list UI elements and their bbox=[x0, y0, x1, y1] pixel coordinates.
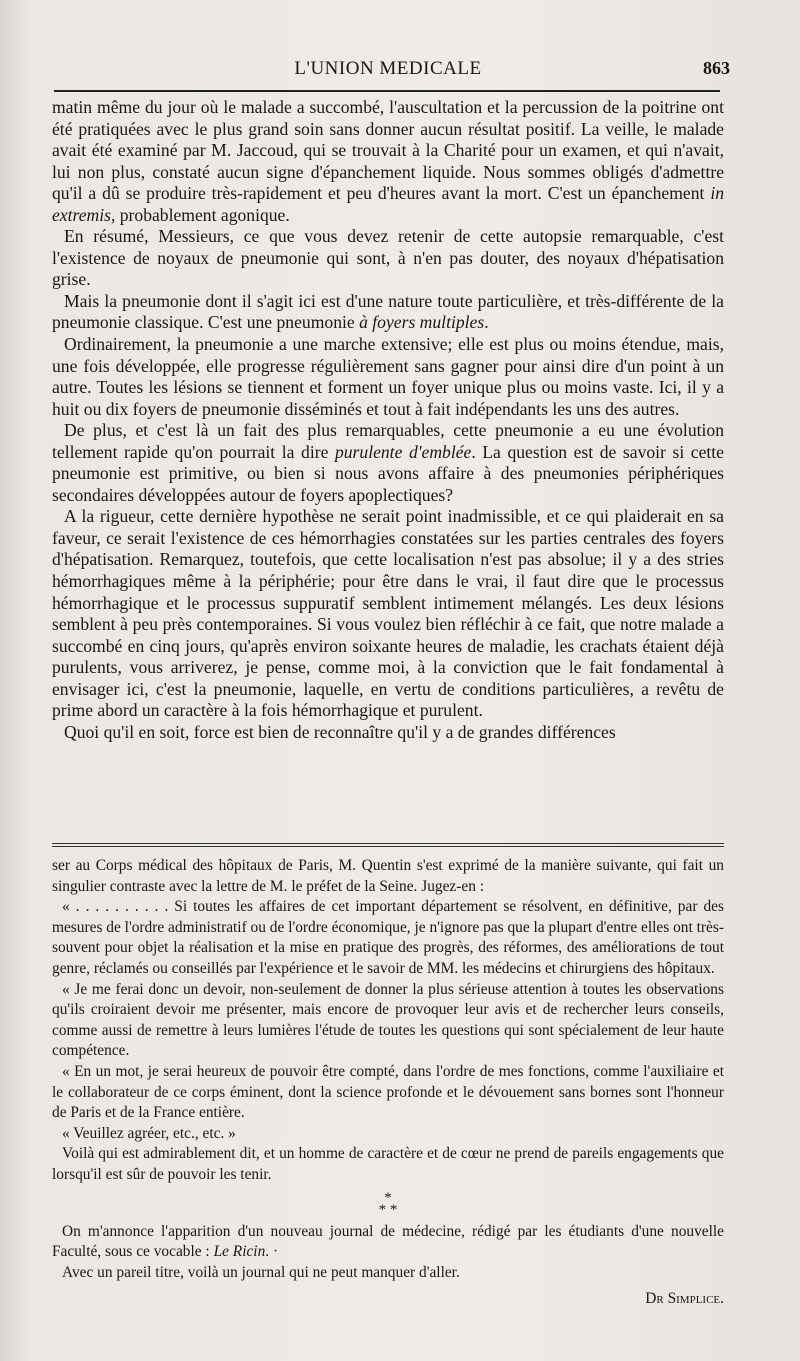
running-title: L'UNION MEDICALE bbox=[294, 58, 482, 79]
section-separator-rule bbox=[52, 843, 724, 847]
feuilleton-paragraph: « En un mot, je serai heureux de pouvoir être compté, dans l'ordre de mes fonctions, comme l'auxiliaire et le collaborateur de ce corps éminent, dont la science profonde et le dévouement sans bornes sont l'honneur de Paris et de la France entière. bbox=[52, 1062, 724, 1122]
text-run: On m'annonce l'apparition d'un nouveau journal de médecine, rédigé par les étudiants d'une nouvelle Faculté, sous ce vocable : bbox=[52, 1222, 724, 1261]
feuilleton-paragraph: « Veuillez agréer, etc., etc. » bbox=[62, 1124, 236, 1142]
paragraph bbox=[52, 1263, 724, 1284]
text-run: . La question est de savoir si cette pneumonie est primitive, ou bien si nous avons affaire à des pneumonies périphériques secondaires développées autour de foyers apoplectiques? bbox=[52, 441, 724, 505]
feuilleton-paragraphs bbox=[52, 856, 724, 1186]
main-article-text bbox=[52, 97, 724, 743]
feuilleton-paragraph: « . . . . . . . . . . Si toutes les affaires de cet important département se résolvent, en définitive, par des mesures de l'ordre administratif ou de l'ordre économique, je n'ignore pas que la plupart d'entre elles ont très-souvent pour objet la réalisation et la mise en pratique des progrès, des réformes, des améliorations de tout genre, réclamés ou conseillés par l'expérience et le savoir de MM. les médecins et chirurgiens des hôpitaux. bbox=[52, 898, 724, 977]
feuilleton-text bbox=[52, 856, 724, 1310]
closing-paragraphs bbox=[52, 1222, 724, 1284]
paragraph bbox=[52, 334, 724, 420]
asterism-top: * bbox=[384, 1189, 392, 1206]
italic-phrase: Le Ricin bbox=[213, 1243, 266, 1261]
text-run: matin même du jour où le malade a succombé, l'auscultation et la percussion de la poitrine ont été pratiquées avec le plus grand soin sans donner aucun résultat positif. La veille, le malade avait été examiné par M. Jaccoud, qui se trouvait à la Charité pour un examen, et qui n'avait, lui non plus, constaté aucun signe d'épanchement liquide. Nous sommes obligés d'admettre qu'il a dû se produire très-rapidement et peu d'heures avant la mort. C'est un épanchement bbox=[52, 97, 724, 204]
paragraph bbox=[52, 226, 724, 291]
italic-phrase: à foyers multiples bbox=[359, 312, 485, 333]
paragraph bbox=[52, 291, 724, 334]
text-run: Quoi qu'il en soit, force est bien de reconnaître qu'il y a de grandes différences bbox=[64, 721, 616, 742]
text-run: En résumé, Messieurs, ce que vous devez retenir de cette autopsie remarquable, c'est l'existence de noyaux de pneumonie qui sont, à n'en pas douter, des noyaux d'hépatisation grise. bbox=[52, 226, 724, 290]
feuilleton-paragraph: « Je me ferai donc un devoir, non-seulement de donner la plus sérieuse attention à toutes les observations qu'ils croiraient devoir me présenter, mais encore de provoquer leur avis et de rechercher leurs conseils, comme aussi de remettre à leurs lumières l'étude de toutes les questions qui sont spécialement de leur haute compétence. bbox=[52, 980, 724, 1060]
paragraph bbox=[52, 722, 724, 744]
page-number: 863 bbox=[703, 58, 730, 78]
paragraph bbox=[52, 97, 724, 226]
text-run: Mais la pneumonie dont il s'agit ici est d'une nature toute particulière, et très-différente de la pneumonie classique. C'est une pneumonie bbox=[52, 290, 724, 333]
text-run: A la rigueur, cette dernière hypothèse ne serait point inadmissible, et ce qui plaiderait en sa faveur, ce serait l'existence de ces hémorrhagies constatées sur les parties centrales des foyers d'hépatisation. Remarquez, toutefois, que cette localisation n'est pas absolue; il y a des stries hémorrhagiques même à la périphérie; pour être dans le vrai, il faut dire que le processus hémorrhagique et le processus suppuratif semblent intimement mélangés. Les deux lésions semblent à peu près contemporaines. Si vous voulez bien réfléchir à ce fait, que notre malade a succombé en cinq jours, qu'après environ soixante heures de maladie, les crachats étaient déjà purulents, vous arriverez, je pense, comme moi, à la conviction que le fait fondamental à envisager ici, c'est la pneumonie, laquelle, en vertu de conditions particulières, a revêtu de prime abord un caractère à la fois hémorrhagique et purulent. bbox=[52, 506, 724, 721]
feuilleton-paragraph: ser au Corps médical des hôpitaux de Paris, M. Quentin s'est exprimé de la manière suivante, qui fait un singulier contraste avec la lettre de M. le préfet de la Seine. Jugez-en : bbox=[52, 857, 724, 895]
text-run: De plus, et c'est là un fait des plus remarquables, cette pneumonie a eu une évolution tellement rapide qu'on pourrait la dire bbox=[52, 420, 724, 462]
text-run: Ordinairement, la pneumonie a une marche extensive; elle est plus ou moins étendue, mais, une fois développée, elle progresse régulièrement sans gagner pour ainsi dire d'un point à un autre. Toutes les lésions se tiennent et forment un foyer unique plus ou moins vaste. Ici, il y a huit ou dix foyers de pneumonie disséminés et tout à fait indépendants les uns des autres. bbox=[52, 334, 724, 419]
text-run: , probablement agonique. bbox=[110, 204, 290, 225]
paragraph bbox=[52, 506, 724, 721]
paragraph bbox=[52, 420, 724, 506]
asterism-bottom: * * bbox=[378, 1201, 398, 1218]
text-run: . · bbox=[265, 1243, 279, 1261]
page-header bbox=[58, 58, 730, 86]
paragraph bbox=[52, 1222, 724, 1263]
text-run: . bbox=[484, 312, 489, 333]
italic-phrase: purulente d'emblée bbox=[334, 441, 472, 462]
text-run: Avec un pareil titre, voilà un journal qui ne peut manquer d'aller. bbox=[62, 1263, 460, 1281]
author-signature: Dr Simplice. bbox=[645, 1290, 724, 1308]
asterism-divider bbox=[52, 1189, 724, 1218]
italic-phrase: in extremis bbox=[52, 183, 724, 225]
header-rule bbox=[54, 90, 720, 92]
feuilleton-paragraph: Voilà qui est admirablement dit, et un homme de caractère et de cœur ne prend de pareils engagements que lorsqu'il est sûr de pouvoir les tenir. bbox=[52, 1145, 724, 1183]
